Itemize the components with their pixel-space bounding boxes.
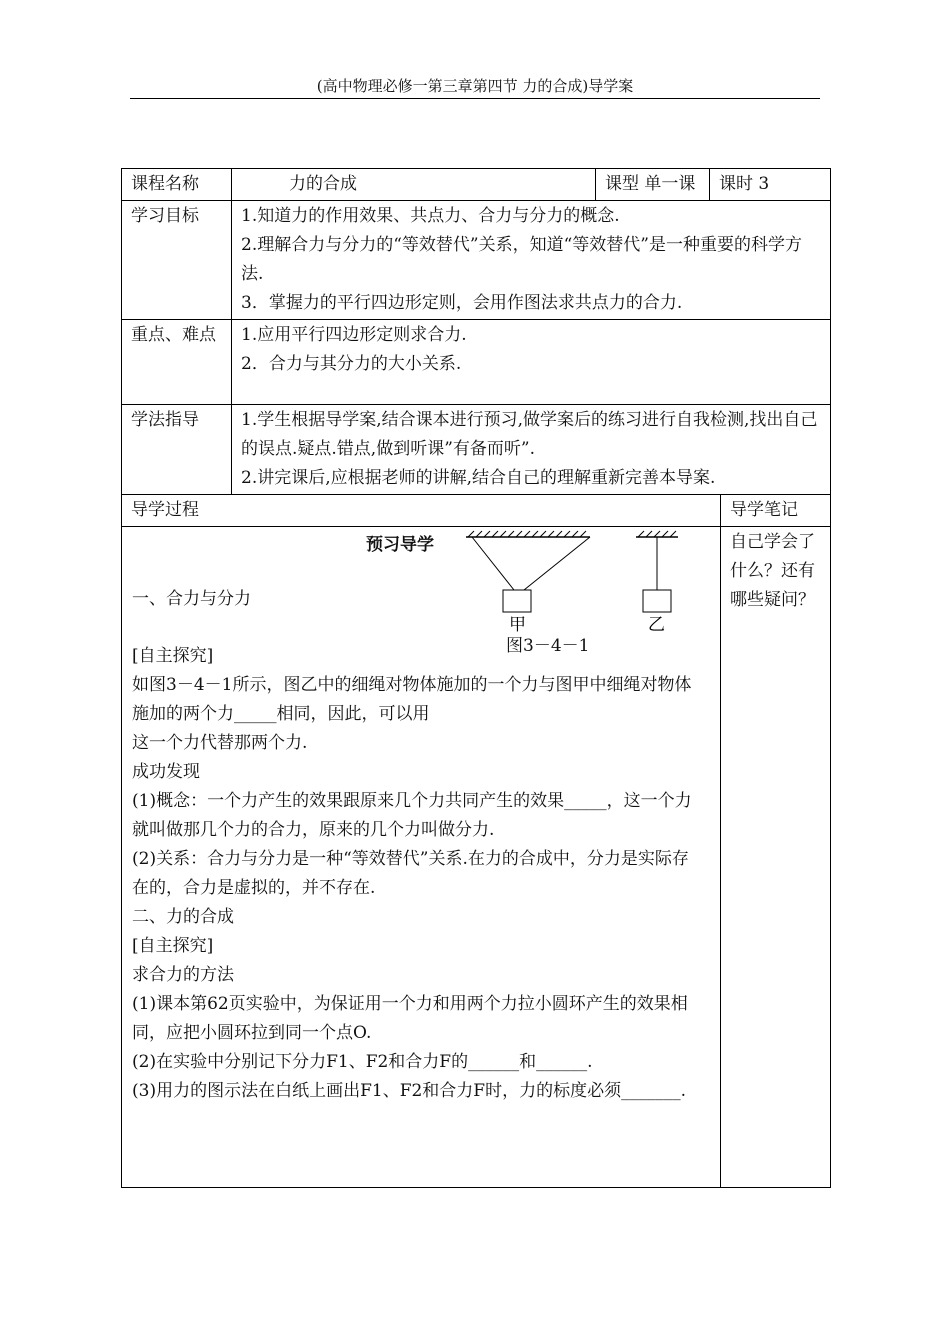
keypoints-label: 重点、难点 [122,320,232,405]
keypoints-row [122,320,831,405]
process-line: 成功发现 [132,762,200,782]
lesson-table [121,168,831,1188]
process-cell [122,527,721,1188]
notes-label: 导学笔记 [721,495,831,527]
method-row [122,405,831,495]
rope-a-left [472,537,514,590]
course-name-label: 课程名称 [122,169,232,201]
objectives-cell [232,201,831,320]
process-line: 这一个力代替那两个力. [132,733,308,753]
figure-label-a: 甲 [509,615,526,635]
process-label: 导学过程 [122,495,721,527]
process-line: [自主探究] [132,936,214,956]
page-header: (高中物理必修一第三章第四节 力的合成)导学案 [316,77,634,95]
course-row [122,169,831,201]
method-item: 1.学生根据导学案,结合课本进行预习,做学案后的练习进行自我检测,找出自己的误点.疑点.错点,做到听课”有备而听”. [241,410,818,459]
process-line: (1)课本第62页实验中，为保证用一个力和用两个力拉小圆环产生的效果相同，应把小圆环拉到同一个点O. [132,994,688,1043]
figure-caption: 图3－4－1 [506,636,590,656]
method-cell [232,405,831,495]
process-row [122,527,831,1188]
preview-title: 预习导学 [366,535,434,555]
course-name-cell [232,169,596,201]
objectives-label: 学习目标 [122,201,232,320]
process-line: (3)用力的图示法在白纸上画出F1、F2和合力F时，力的标度必须_______. [132,1081,687,1101]
ceiling-b [636,531,678,537]
method-label: 学法指导 [122,405,232,495]
course-name-value: 力的合成 [289,174,357,194]
process-line: 如图3－4－1所示，图乙中的细绳对物体施加的一个力与图甲中细绳对物体施加的两个力_____相同，因此，可以用 [132,675,692,724]
block-b [643,590,671,612]
course-hours-cell: 课时 3 [710,169,831,201]
ceiling-a [466,531,590,537]
method-item: 2.讲完课后,应根据老师的讲解,结合自己的理解重新完善本导案. [241,468,716,488]
process-line: (1)概念：一个力产生的效果跟原来几个力共同产生的效果_____，这一个力就叫做那几个力的合力，原来的几个力叫做分力. [132,791,692,840]
process-line: [自主探究] [132,646,214,666]
figure-label-b: 乙 [648,615,665,635]
keypoints-cell [232,320,831,405]
header-rule [130,98,820,99]
rope-figure [452,527,692,637]
objective-item: 1.知道力的作用效果、共点力、合力与分力的概念. [241,206,620,226]
section-1-heading: 一、合力与分力 [132,589,251,609]
notes-text: 自己学会了什么？还有哪些疑问？ [730,532,815,610]
objective-item: 2.理解合力与分力的“等效替代”关系，知道“等效替代”是一种重要的科学方法. [241,235,802,284]
keypoint-item: 2．合力与其分力的大小关系. [241,354,462,374]
process-header-row [122,495,831,527]
objectives-row [122,201,831,320]
process-line: 二、力的合成 [132,907,234,927]
process-line: (2)关系：合力与分力是一种“等效替代”关系.在力的合成中，分力是实际存在的，合力是虚拟的，并不存在. [132,849,689,898]
process-line: 求合力的方法 [132,965,234,985]
objective-item: 3．掌握力的平行四边形定则，会用作图法求共点力的合力. [241,293,683,313]
process-content [132,642,704,1106]
keypoint-item: 1.应用平行四边形定则求合力. [241,325,467,345]
process-line: (2)在实验中分别记下分力F1、F2和合力F的______和______. [132,1052,593,1072]
block-a [503,590,531,612]
notes-cell [721,527,831,1188]
course-type-cell: 课型 单一课 [596,169,710,201]
rope-a-right [524,537,590,590]
